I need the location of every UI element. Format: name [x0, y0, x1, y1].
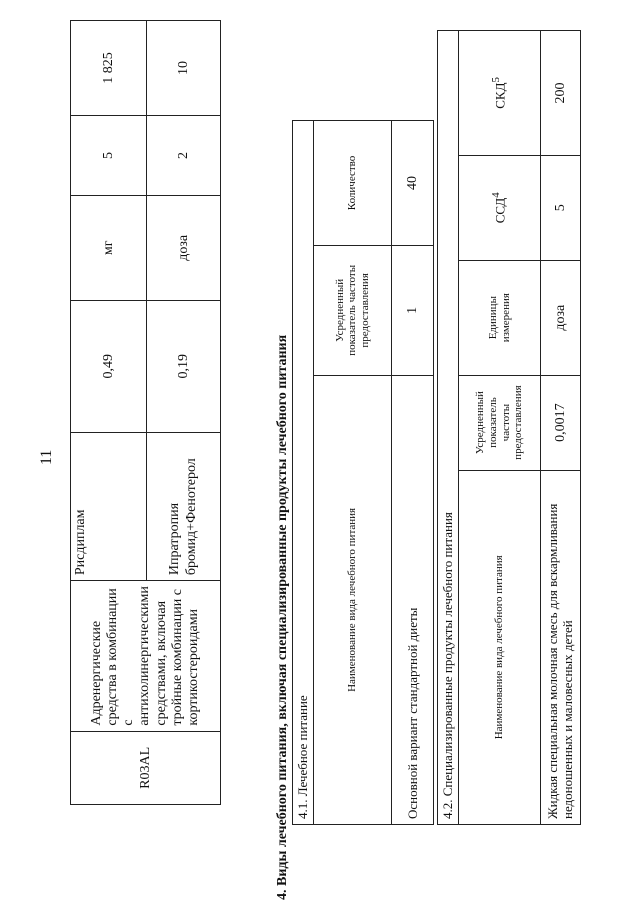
table-header-row: [459, 31, 541, 825]
table-row: [438, 31, 459, 825]
drug-name-cell: Ипратропия бромид+Фенотерол: [147, 432, 221, 580]
skd-cell: 200: [541, 31, 581, 156]
product-name-cell: Жидкая специальная молочная смесь для вскармливания недоношенных и маловесных детей: [541, 470, 581, 824]
skd-cell: 1 825: [71, 21, 147, 116]
frequency-cell: 0,49: [71, 300, 147, 432]
atc-group-cell: Адренергические средства в комбинации с антихолинергическими средствами, включая тройные комбинации с кортикостероидами: [71, 581, 221, 731]
column-header: СКД$^5$: [459, 31, 541, 156]
column-header: Наименование вида лечебного питания: [314, 375, 392, 824]
ssd-cell: 5: [541, 155, 581, 260]
atc-code-cell: R03AL: [71, 731, 221, 804]
drug-name-cell: Рисдиплам: [71, 432, 147, 580]
section-heading: 4. Виды лечебного питания, включая специализированные продукты лечебного питания: [275, 334, 290, 900]
diet-name-cell: Основной вариант стандартной диеты: [392, 375, 434, 824]
ssd-cell: 2: [147, 115, 221, 195]
section-title: 4.2. Специализированные продукты лечебного питания: [438, 31, 459, 825]
column-header: Количество: [314, 121, 392, 246]
frequency-cell: 0,19: [147, 300, 221, 432]
column-header: Единицы измерения: [459, 260, 541, 375]
frequency-cell: 1: [392, 245, 434, 375]
ssd-cell: 5: [71, 115, 147, 195]
column-header: Наименование вида лечебного питания: [459, 470, 541, 824]
unit-cell: мг: [71, 196, 147, 301]
table-row: [392, 121, 434, 825]
diet-table: [292, 120, 434, 825]
table-row: [541, 31, 581, 825]
special-products-table: [437, 30, 581, 825]
unit-cell: доза: [147, 196, 221, 301]
table-row: [71, 21, 147, 805]
medication-table-continued: [70, 20, 221, 805]
column-header: Усредненный показатель частоты предоставления: [459, 375, 541, 470]
column-header: ССД$^4$: [459, 155, 541, 260]
unit-cell: доза: [541, 260, 581, 375]
column-header: Усредненный показатель частоты предоставления: [314, 245, 392, 375]
skd-cell: 10: [147, 21, 221, 116]
table-row: [293, 121, 314, 825]
frequency-cell: 0,0017: [541, 375, 581, 470]
quantity-cell: 40: [392, 121, 434, 246]
page-number: 11: [38, 449, 55, 465]
section-title: 4.1. Лечебное питание: [293, 121, 314, 825]
table-header-row: [314, 121, 392, 825]
